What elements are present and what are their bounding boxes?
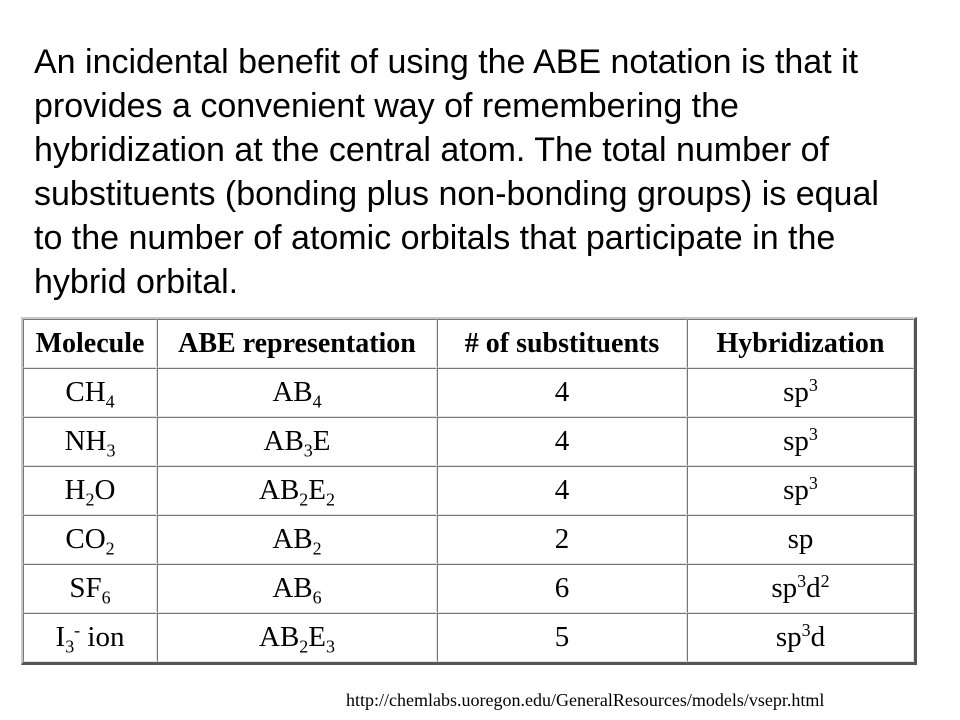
cell-hybridization: $sp^3d$ [687,613,914,662]
cell-abe: $AB_6$ [157,564,437,613]
cell-abe: $AB_3E$ [157,417,437,466]
cell-molecule: $SF_6$ [23,564,157,613]
table-header-row [23,319,914,368]
cell-molecule: $CO_2$ [23,515,157,564]
cell-molecule: $NH_3$ [23,417,157,466]
cell-hybridization: $sp^3$ [687,466,914,515]
cell-abe: $AB_2E_3$ [157,613,437,662]
cell-hybridization: $sp^3$ [687,417,914,466]
cell-hybridization: $sp^3$ [687,368,914,417]
abe-hybridization-table [21,317,917,665]
cell-abe: $AB_2$ [157,515,437,564]
cell-substituents: 4 [437,417,687,466]
cell-molecule: $CH_4$ [23,368,157,417]
table-row [23,515,914,564]
table-row [23,417,914,466]
table-row [23,613,914,662]
cell-hybridization: $sp^3d^2$ [687,564,914,613]
header-molecule: Molecule [23,319,157,368]
cell-substituents: 4 [437,368,687,417]
source-url: http://chemlabs.uoregon.edu/GeneralResources/models/vsepr.html [346,690,825,710]
header-hybridization: Hybridization [687,319,914,368]
cell-substituents: 5 [437,613,687,662]
table-row [23,564,914,613]
cell-molecule: $I_3^-$ ion [23,613,157,662]
cell-abe: $AB_4$ [157,368,437,417]
cell-abe: $AB_2E_2$ [157,466,437,515]
header-abe-representation: ABE representation [157,319,437,368]
cell-substituents: 4 [437,466,687,515]
header-substituents: # of substituents [437,319,687,368]
cell-substituents: 2 [437,515,687,564]
table-row [23,466,914,515]
cell-hybridization: sp [687,515,914,564]
cell-substituents: 6 [437,564,687,613]
intro-paragraph: An incidental benefit of using the ABE notation is that it provides a convenient way of remembering the hybridization at the central atom. The total number of substituents (bonding plus non-bonding groups) is equal to the number of atomic orbitals that participate in the hybrid orbital. [34,43,879,301]
cell-molecule: $H_2O$ [23,466,157,515]
table-row [23,368,914,417]
